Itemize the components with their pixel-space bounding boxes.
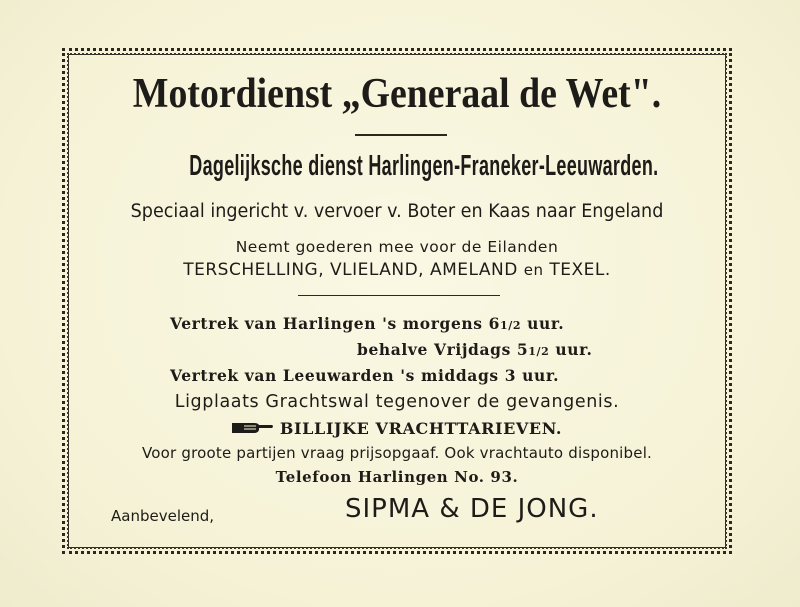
departure-harlingen-fraction: 1/2: [499, 319, 522, 332]
firm-name: SIPMA & DE JONG.: [345, 494, 599, 524]
except-friday-fraction: 1/2: [528, 345, 550, 358]
fair-rates-text: BILLIJKE VRACHTTARIEVEN.: [279, 419, 563, 438]
islands-and: en: [523, 261, 544, 279]
except-friday-unit: uur.: [555, 340, 593, 359]
telephone-line: Telefoon Harlingen No. 93.: [275, 468, 519, 486]
except-friday-label: behalve Vrijdags 5: [357, 340, 529, 359]
departure-harlingen-label: Vertrek van Harlingen 's morgens 6: [170, 314, 500, 333]
section-divider: [298, 295, 500, 296]
pointing-hand-icon: [232, 420, 274, 440]
departure-harlingen: [170, 314, 564, 333]
islands-last: TEXEL.: [549, 260, 611, 280]
mooring-location: Ligplaats Grachtswal tegenover de gevangenis.: [174, 392, 620, 412]
recommend-text: Aanbevelend,: [111, 507, 215, 525]
special-transport-line: Speciaal ingericht v. vervoer v. Boter en Kaas naar Engeland: [130, 201, 664, 222]
departure-except-friday: [357, 340, 593, 359]
departure-harlingen-unit: uur.: [527, 314, 565, 333]
departure-leeuwarden: Vertrek van Leeuwarden 's middags 3 uur.: [170, 366, 560, 385]
islands-names: TERSCHELLING, VLIELAND, AMELAND: [183, 260, 518, 280]
islands-intro: Neemt goederen mee voor de Eilanden: [235, 238, 559, 256]
large-loads-line: Voor groote partijen vraag prijsopgaaf. Ook vrachtauto disponibel.: [141, 444, 653, 462]
islands-list: [62, 260, 732, 280]
title-divider: [355, 134, 447, 136]
service-route: Dagelijksche dienst Harlingen-Franeker-Leeuwarden.: [189, 150, 659, 182]
fair-rates-line: [62, 419, 732, 440]
company-title: Motordienst „Generaal de Wet".: [132, 71, 662, 117]
